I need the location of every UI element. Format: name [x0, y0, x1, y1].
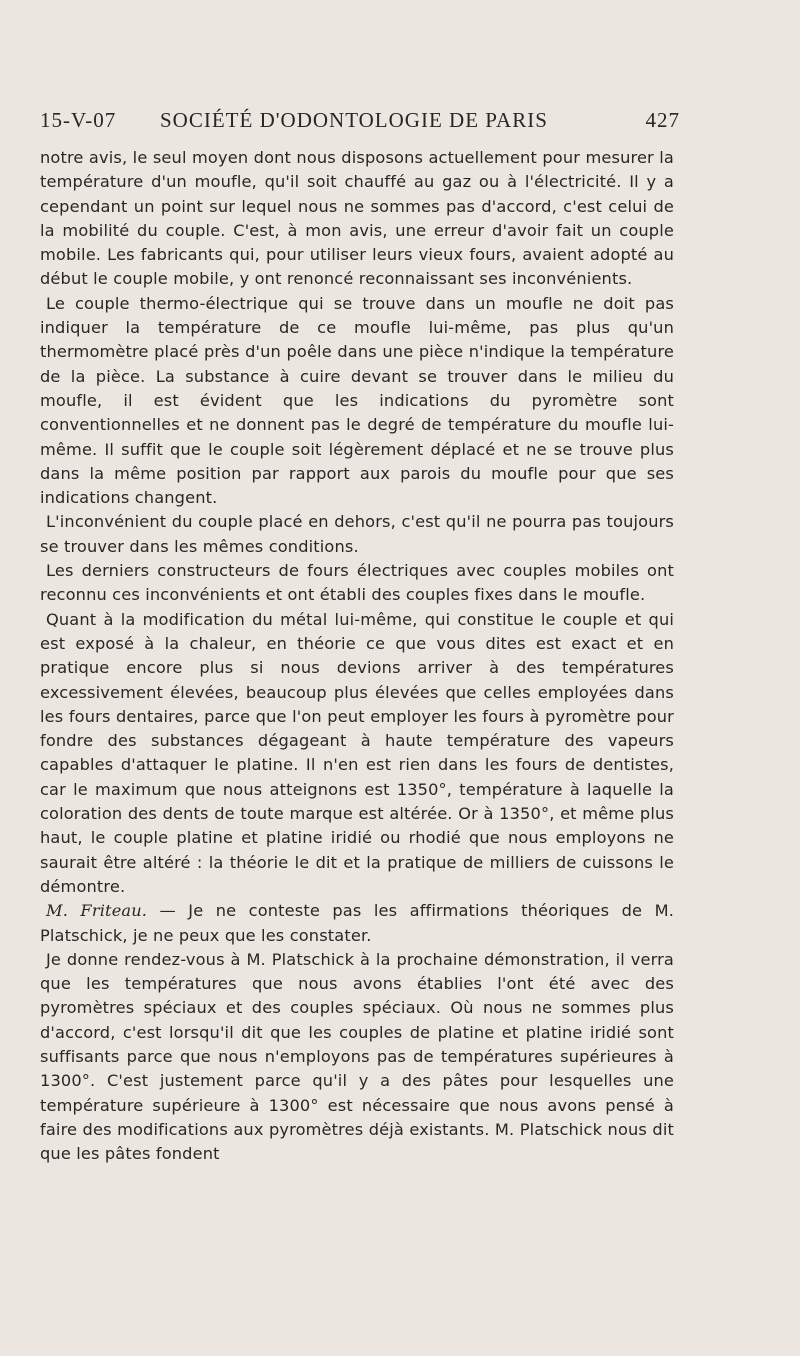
paragraph-5: Quant à la modification du métal lui-même, qui constitue le couple et qui est exposé à la chaleur, en théorie ce que vous dites est exact et en pratique encore plus si nous devions arriver à des températures excessivement élevées, beaucoup plus élevées que celles employées dans les fours dentaires, parce que l'on peut employer les fours à pyromètre pour fondre des substances dégageant à haute température des vapeurs capables d'attaquer le platine. Il n'en est rien dans les fours de dentistes, car le maximum que nous atteignons est 1350°, température à laquelle la coloration des dents de toute marque est altérée. Or à 1350°, et même plus haut, le couple platine et platine iridié ou rhodié que nous employons ne saurait être altéré : la théorie le dit et la pratique de milliers de cuissons le démontre.	[40, 609, 674, 896]
paragraph-6	[40, 899, 674, 948]
running-header	[40, 108, 680, 140]
speaker-name: M. Friteau.	[46, 901, 148, 921]
header-date: 15-V-07	[40, 108, 117, 132]
paragraph-7: Je donne rendez-vous à M. Platschick à la prochaine démonstration, il verra que les températures que nous avons établies l'ont été avec des pyromètres spéciaux et des couples spéciaux. Où nous ne sommes plus d'accord, c'est lorsqu'il dit que les couples de platine et platine iridié sont suffisants parce que nous n'employons pas de températures supérieures à 1300°. C'est justement parce qu'il y a des pâtes pour lesquelles une température supérieure à 1300° est nécessaire que nous avons pensé à faire des modifications aux pyromètres déjà existants. M. Platschick nous dit que les pâtes fondent	[40, 949, 674, 1164]
body-text	[40, 146, 674, 1166]
page-number: 427	[645, 108, 680, 132]
paragraph-2: Le couple thermo-électrique qui se trouve dans un moufle ne doit pas indiquer la température de ce moufle lui-même, pas plus qu'un thermomètre placé près d'un poêle dans une pièce n'indique la température de la pièce. La substance à cuire devant se trouver dans le milieu du moufle, il est évident que les indications du pyromètre sont conventionnelles et ne donnent pas le degré de température du moufle lui-même. Il suffit que le couple soit légèrement déplacé et ne se trouve plus dans la même position par rapport aux parois du moufle pour que ses indications changent.	[40, 293, 674, 508]
paragraph-4: Les derniers constructeurs de fours électriques avec couples mobiles ont reconnu ces inconvénients et ont établi des couples fixes dans le moufle.	[40, 561, 674, 605]
header-journal-title: SOCIÉTÉ D'ODONTOLOGIE DE PARIS	[160, 108, 548, 132]
paragraph-1: notre avis, le seul moyen dont nous disposons actuellement pour mesurer la température d'un moufle, qu'il soit chauffé au gaz ou à l'électricité. Il y a cependant un point sur lequel nous ne sommes pas d'accord, c'est celui de la mobilité du couple. C'est, à mon avis, une erreur d'avoir fait un couple mobile. Les fabricants qui, pour utiliser leurs vieux fours, avaient adopté au début le couple mobile, y ont renoncé reconnaissant ses inconvénients.	[40, 148, 674, 289]
speaker-statement: — Je ne conteste pas les affirmations théoriques de M. Platschick, je ne peux que les constater.	[40, 901, 674, 945]
paragraph-3: L'inconvénient du couple placé en dehors, c'est qu'il ne pourra pas toujours se trouver dans les mêmes conditions.	[40, 512, 674, 556]
